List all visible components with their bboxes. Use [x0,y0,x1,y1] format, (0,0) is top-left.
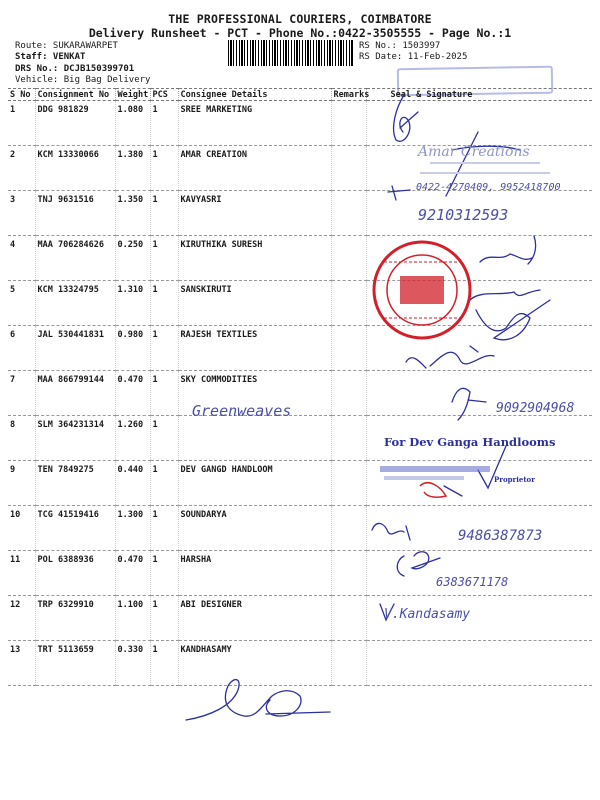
table-row [8,281,592,326]
signature-cell [366,641,592,686]
consignment-no: TCG 41519416 [35,506,115,551]
row8-handwritten-phone: 9092904968 [496,401,575,416]
sno: 9 [8,461,35,506]
col-consignee: Consignee Details [178,89,331,101]
consignee: ABI DESIGNER [178,596,331,641]
pcs: 1 [150,416,178,461]
pcs: 1 [150,551,178,596]
remarks [331,506,366,551]
row13-handwritten-name: V.Kandasamy [384,607,471,622]
consignee: KANDHASAMY [178,641,331,686]
pcs: 1 [150,641,178,686]
pcs: 1 [150,596,178,641]
remarks [331,641,366,686]
consignee: SREE MARKETING [178,101,331,146]
consignee: SANSKIRUTI [178,281,331,326]
weight: 1.380 [115,146,150,191]
sno: 8 [8,416,35,461]
weight: 1.310 [115,281,150,326]
table-row [8,641,592,686]
remarks [331,371,366,416]
table-row [8,371,592,416]
remarks [331,461,366,506]
consignment-no: TRT 5113659 [35,641,115,686]
signature-cell [366,596,592,641]
remarks [331,236,366,281]
consignment-no: MAA 866799144 [35,371,115,416]
consignment-no: MAA 706284626 [35,236,115,281]
sno: 10 [8,506,35,551]
consignee: RAJESH TEXTILES [178,326,331,371]
weight: 0.980 [115,326,150,371]
weight: 1.080 [115,101,150,146]
table-row [8,101,592,146]
table-row [8,146,592,191]
pcs: 1 [150,236,178,281]
barcode [228,40,354,66]
pcs: 1 [150,506,178,551]
col-weight: Weight [115,89,150,101]
pcs: 1 [150,146,178,191]
remarks [331,551,366,596]
weight: 0.250 [115,236,150,281]
col-signature: Seal & Signature [366,89,592,101]
sno: 5 [8,281,35,326]
pcs: 1 [150,281,178,326]
consignee: SOUNDARYA [178,506,331,551]
signature-cell [366,371,592,416]
pcs: 1 [150,101,178,146]
remarks [331,281,366,326]
weight: 0.440 [115,461,150,506]
consignee: AMAR CREATION [178,146,331,191]
remarks [331,416,366,461]
remarks [331,101,366,146]
table-row [8,596,592,641]
pcs: 1 [150,371,178,416]
consignee [178,416,331,461]
weight: 0.470 [115,551,150,596]
sno: 2 [8,146,35,191]
weight: 0.330 [115,641,150,686]
weight: 1.100 [115,596,150,641]
consignee: KIRUTHIKA SURESH [178,236,331,281]
sno: 12 [8,596,35,641]
signature-cell [366,506,592,551]
remarks [331,191,366,236]
route-label: Route: SUKARAWARPET [15,41,118,51]
signature-cell [366,281,592,326]
table-header-row [8,89,592,101]
row3-handwritten-number: 9210312593 [418,206,509,224]
remarks [331,326,366,371]
row8-handwritten-consignee: Greenweaves [192,402,292,420]
signature-cell [366,416,592,461]
signature-cell [366,191,592,236]
col-remarks: Remarks [331,89,366,101]
consignment-no: JAL 530441831 [35,326,115,371]
consignee: KAVYASRI [178,191,331,236]
row3-stamp-text: 0422-4270409, 9952418700 [416,182,561,193]
consignment-no: TNJ 9631516 [35,191,115,236]
weight: 0.470 [115,371,150,416]
row11-handwritten-phone: 9486387873 [458,528,543,544]
remarks [331,596,366,641]
sno: 13 [8,641,35,686]
table-row [8,506,592,551]
consignment-no: SLM 364231314 [35,416,115,461]
consignment-no: KCM 13324795 [35,281,115,326]
proprietor-text: Proprietor [494,475,535,484]
table-row [8,461,592,506]
staff-label: Staff: VENKAT [15,52,86,62]
consignee: SKY COMMODITIES [178,371,331,416]
signature-cell [366,326,592,371]
signature-cell [366,236,592,281]
consignment-no: TEN 7849275 [35,461,115,506]
table-row [8,326,592,371]
col-pcs: PCS [150,89,178,101]
remarks [331,146,366,191]
pcs: 1 [150,191,178,236]
table-row [8,416,592,461]
table-row [8,236,592,281]
signature-cell [366,461,592,506]
sno: 3 [8,191,35,236]
sno: 4 [8,236,35,281]
row12-handwritten-phone: 6383671178 [436,575,509,589]
consignment-no: POL 6388936 [35,551,115,596]
signature-cell [366,101,592,146]
sno: 1 [8,101,35,146]
weight: 1.350 [115,191,150,236]
signature-cell [366,551,592,596]
consignee: DEV GANGD HANDLOOM [178,461,331,506]
dev-ganga-text: For Dev Ganga Handlooms [384,435,556,449]
col-sno: S No [8,89,35,101]
drs-number: DRS No.: DCJB150399701 [15,64,135,74]
pcs: 1 [150,461,178,506]
consignment-no: TRP 6329910 [35,596,115,641]
vehicle-label: Vehicle: Big Bag Delivery [15,75,151,85]
signature-cell [366,146,592,191]
col-consignment: Consignment No [35,89,115,101]
sno: 7 [8,371,35,416]
sno: 6 [8,326,35,371]
rs-date: RS Date: 11-Feb-2025 [359,52,468,62]
consignee: HARSHA [178,551,331,596]
weight: 1.260 [115,416,150,461]
table-row [8,551,592,596]
runsheet-subtitle: Delivery Runsheet - PCT - Phone No.:0422-3505555 - Page No.:1 [88,26,512,40]
weight: 1.300 [115,506,150,551]
table-row [8,191,592,236]
consignment-no: DDG 981829 [35,101,115,146]
runsheet-table [8,88,592,686]
company-title: THE PROFESSIONAL COURIERS, COIMBATORE [168,12,432,26]
rs-number: RS No.: 1503997 [359,41,441,51]
pcs: 1 [150,326,178,371]
sno: 11 [8,551,35,596]
amar-creations-text: Amar Creations [418,144,530,160]
consignment-no: KCM 13330066 [35,146,115,191]
